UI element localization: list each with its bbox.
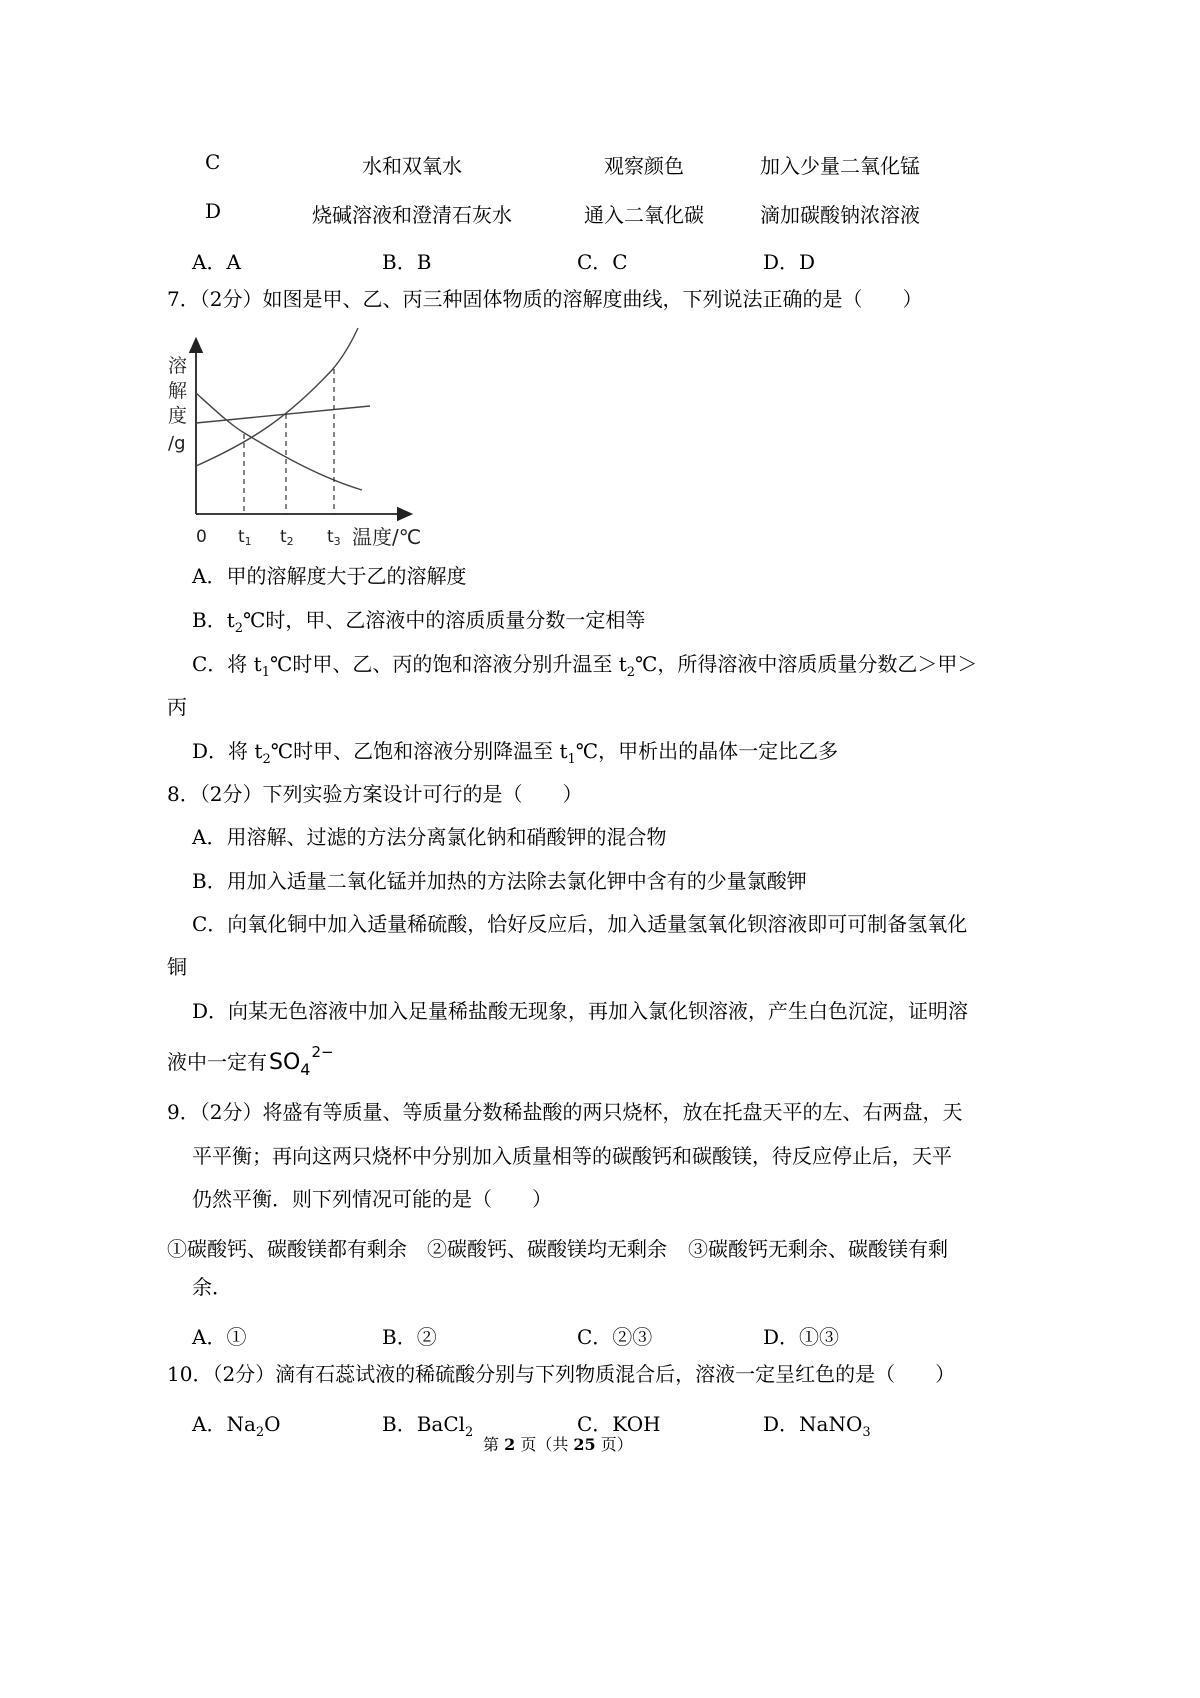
q9-option-d: D．①③ <box>763 1325 840 1349</box>
q7-stem: 7．（2分）如图是甲、乙、丙三种固体物质的溶解度曲线，下列说法正确的是（ ） <box>167 287 923 311</box>
y-label-char: /g <box>168 433 186 454</box>
table-row <box>0 150 1200 178</box>
row-reagents: 烧碱溶液和澄清石灰水 <box>312 203 512 227</box>
curve-flat <box>196 406 370 423</box>
q10-option-c: C．KOH <box>577 1412 661 1436</box>
page-total: 25 <box>573 1435 596 1454</box>
q9-statement-2: ②碳酸钙、碳酸镁均无剩余 <box>427 1237 667 1261</box>
q10-option-d: D．NaNO$_3$ <box>763 1412 871 1440</box>
q8-option-c: C．向氧化铜中加入适量稀硫酸，恰好反应后，加入适量氢氧化钡溶液即可可制备氢氧化 <box>192 912 968 936</box>
q9-option-c: C．②③ <box>577 1325 653 1349</box>
tick-label: t1 <box>238 527 252 548</box>
q10-options <box>0 1408 1200 1440</box>
q8-option-d: D．向某无色溶液中加入足量稀盐酸无现象，再加入氯化钡溶液，产生白色沉淀，证明溶 <box>192 999 969 1023</box>
origin-label: 0 <box>196 527 207 547</box>
tick-label: t2 <box>280 527 294 548</box>
q8-option-d-cont: 液中一定有$SO_4^{2-}$ <box>167 1043 334 1079</box>
q6-option-b: B．B <box>382 250 432 274</box>
q9-statement-3: ③碳酸钙无剩余、碳酸镁有剩 <box>688 1237 948 1261</box>
q6-option-d: D．D <box>763 250 816 274</box>
q8-option-c-cont: 铜 <box>167 955 187 979</box>
row-method1: 通入二氧化碳 <box>584 203 704 227</box>
row-method2: 滴加碳酸钠浓溶液 <box>760 203 920 227</box>
y-label-char: 度 <box>168 405 188 427</box>
y-label-char: 溶 <box>168 355 188 377</box>
q9-stem-line3: 仍然平衡．则下列情况可能的是（ ） <box>192 1187 552 1211</box>
q8-stem: 8．（2分）下列实验方案设计可行的是（ ） <box>167 782 583 806</box>
q9-stem-line1: 9．（2分）将盛有等质量、等质量分数稀盐酸的两只烧杯，放在托盘天平的左、右两盘，天 <box>167 1100 963 1124</box>
row-label: D <box>205 199 222 223</box>
q10-option-a: A．$Na_2O$ <box>192 1412 281 1440</box>
q6-option-a: A．A <box>192 250 241 274</box>
q9-options <box>0 1321 1200 1349</box>
curve-decreasing <box>196 393 362 490</box>
q7-option-c: C．将 $t_1℃$时甲、乙、丙的饱和溶液分别升温至 $t_2℃$，所得溶液中溶质质量分数乙＞甲＞ <box>192 652 978 680</box>
row-method1: 观察颜色 <box>604 154 684 178</box>
q7-option-d: D．将 $t_2℃$时甲、乙饱和溶液分别降温至 $t_1℃$，甲析出的晶体一定比乙多 <box>192 739 839 767</box>
x-axis-label: 温度/℃ <box>352 525 422 549</box>
q9-stem-line2: 平平衡；再向这两只烧杯中分别加入质量相等的碳酸钙和碳酸镁，待反应停止后，天平 <box>192 1144 952 1168</box>
table-row <box>0 199 1200 227</box>
q9-statements <box>0 1233 1200 1261</box>
q9-option-a: A．① <box>192 1325 247 1349</box>
q8-option-a: A．用溶解、过滤的方法分离氯化钠和硝酸钾的混合物 <box>192 825 667 849</box>
row-label: C <box>205 150 221 174</box>
row-method2: 加入少量二氧化锰 <box>760 154 920 178</box>
sulfate-ion: $SO_4^{2-}$ <box>269 1043 334 1079</box>
q8-option-b: B．用加入适量二氧化锰并加热的方法除去氯化钾中含有的少量氯酸钾 <box>192 869 807 893</box>
q9-statement-1: ①碳酸钙、碳酸镁都有剩余 <box>167 1237 407 1261</box>
tick-label: t3 <box>327 527 341 548</box>
q9-statement-3-cont: 余． <box>192 1275 232 1299</box>
q7-option-a: A．甲的溶解度大于乙的溶解度 <box>192 564 467 588</box>
row-reagents: 水和双氧水 <box>362 154 462 178</box>
y-label-char: 解 <box>168 380 188 402</box>
q10-stem: 10．（2分）滴有石蕊试液的稀硫酸分别与下列物质混合后，溶液一定呈红色的是（ ） <box>167 1362 956 1386</box>
q10-option-b: B．BaCl$_2$ <box>382 1412 474 1440</box>
page-number: 2 <box>504 1435 516 1454</box>
q9-option-b: B．② <box>382 1325 437 1349</box>
solubility-graph <box>162 326 422 551</box>
q6-options <box>0 246 1200 274</box>
q6-option-c: C．C <box>577 250 628 274</box>
q7-option-c-cont: 丙 <box>167 695 187 719</box>
q7-option-b: B．$t_2℃$时，甲、乙溶液中的溶质质量分数一定相等 <box>192 608 646 636</box>
page-footer: 第 2 页（共 25 页） <box>483 1435 633 1454</box>
